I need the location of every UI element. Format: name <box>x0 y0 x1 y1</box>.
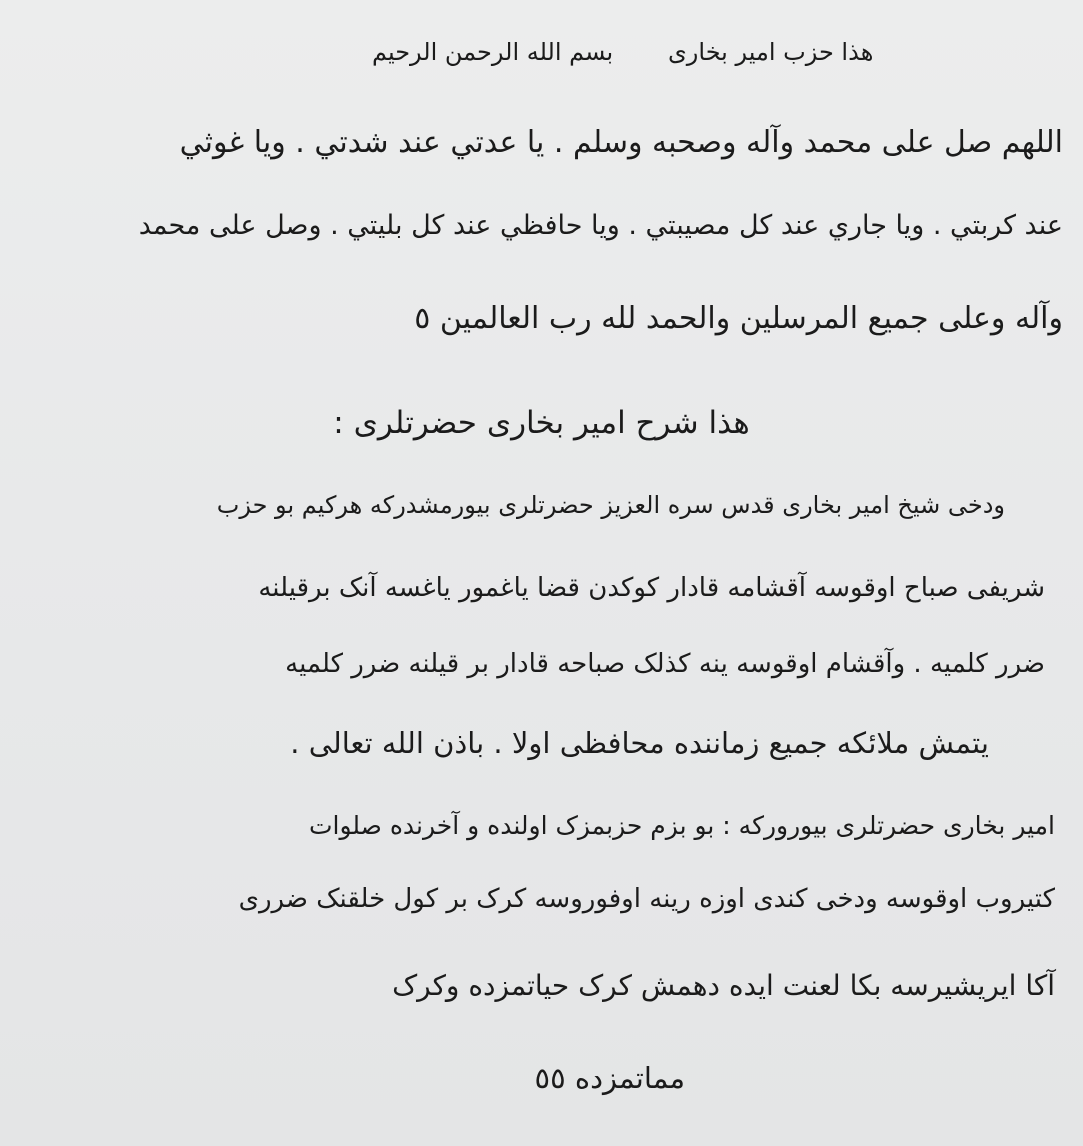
commentary-line-4: یتمش ملائکه جمیع زماننده محافظی اولا . باذن الله تعالی . <box>290 726 989 760</box>
commentary-line-8: مماتمزده ٥٥ <box>534 1061 685 1095</box>
commentary-line-5: امیر بخاری حضرتلری بیورورکه : بو بزم حزبمزک اولنده و آخرنده صلوات <box>308 811 1055 840</box>
commentary-line-6: کتیروب اوقوسه ودخی کندی اوزه رینه اوفوروسه کرک بر کول خلقنک ضرری <box>238 884 1055 914</box>
commentary-line-1: ودخی شیخ امیر بخاری قدس سره العزیز حضرتلری بیورمشدرکه هرکیم بو حزب <box>216 491 1005 519</box>
prayer-line-1: اللهم صل على محمد وآله وصحبه وسلم . يا عدتي عند شدتي . ويا غوثي <box>179 125 1063 160</box>
commentary-line-2: شریفی صباح اوقوسه آقشامه قادار کوکدن قضا یاغمور یاغسه آنک برقیلنه <box>258 573 1045 603</box>
commentary-line-3: ضرر کلمیه . وآقشام اوقوسه ینه کذلک صباحه قادار بر قیلنه ضرر کلمیه <box>285 649 1045 679</box>
basmala-header: بسم الله الرحمن الرحيم <box>372 38 614 66</box>
prayer-line-2: عند كربتي . ويا جاري عند كل مصيبتي . ويا حافظي عند كل بليتي . وصل على محمد <box>138 210 1063 241</box>
commentary-line-7: آکا ایریشیرسه بکا لعنت ایده دهمش کرک حیاتمزده وکرک <box>392 969 1055 1002</box>
hizb-title: هذا حزب امیر بخاری <box>668 38 874 66</box>
section-title: هذا شرح امیر بخاری حضرتلری : <box>333 405 750 441</box>
prayer-line-3: وآله وعلى جميع المرسلين والحمد لله رب العالمين ٥ <box>414 301 1063 336</box>
